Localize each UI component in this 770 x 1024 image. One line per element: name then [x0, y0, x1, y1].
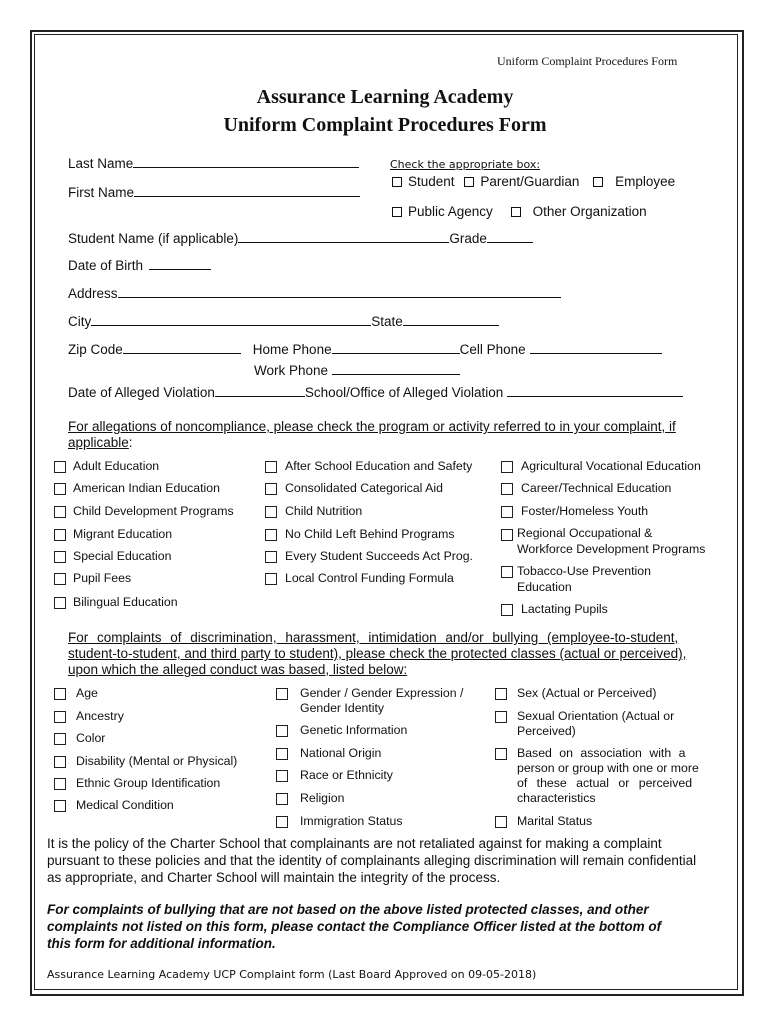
first-name-field[interactable]: [68, 183, 360, 200]
after-school-label: After School Education and Safety: [285, 459, 473, 473]
student-name-line[interactable]: [238, 229, 449, 243]
adult-education-label: Adult Education: [73, 459, 160, 473]
ancestry-label: Ancestry: [76, 709, 124, 723]
discrimination-intro-line1: For complaints of discrimination, harassment, intimidation and/or bullying (employee-to-student,: [68, 630, 679, 645]
medical-condition-checkbox[interactable]: [54, 800, 66, 812]
address-line[interactable]: [118, 284, 561, 298]
public-agency-label: Public Agency: [408, 204, 493, 219]
child-development-label: Child Development Programs: [73, 504, 234, 518]
association-checkbox[interactable]: [495, 748, 507, 760]
gender-checkbox[interactable]: [276, 688, 288, 700]
no-child-left-behind-label: No Child Left Behind Programs: [285, 527, 455, 541]
role-row-2: [392, 204, 647, 219]
association-label-line4: characteristics: [517, 791, 596, 805]
pupil-fees-label: Pupil Fees: [73, 571, 132, 585]
gender-label-line1: Gender / Gender Expression /: [300, 686, 464, 700]
programs-intro-line2: applicable: [68, 435, 129, 450]
career-technical-label: Career/Technical Education: [521, 481, 672, 495]
immigration-status-label: Immigration Status: [300, 814, 403, 828]
association-label-line2: person or group with one or more: [517, 761, 699, 775]
bullying-note-line3: this form for additional information.: [47, 936, 276, 951]
adult-education-checkbox[interactable]: [54, 461, 66, 473]
address-field[interactable]: [68, 284, 561, 301]
city-label: City: [68, 314, 92, 329]
ancestry-checkbox[interactable]: [54, 711, 66, 723]
child-nutrition-label: Child Nutrition: [285, 504, 363, 518]
programs-intro-line1: For allegations of noncompliance, please check the program or activity referred to in your complaint, if: [68, 419, 676, 434]
foster-homeless-label: Foster/Homeless Youth: [521, 504, 649, 518]
gender-label-line2: Gender Identity: [300, 701, 385, 715]
discrimination-intro-line2: student-to-student, and third party to student), please check the protected classes (actual or perceived),: [68, 646, 687, 661]
no-child-left-behind-checkbox[interactable]: [265, 529, 277, 541]
work-phone-field[interactable]: [254, 361, 460, 378]
local-control-funding-label: Local Control Funding Formula: [285, 571, 454, 585]
header-form-name: Uniform Complaint Procedures Form: [497, 54, 678, 68]
ethnic-group-checkbox[interactable]: [54, 778, 66, 790]
first-name-label: First Name: [68, 185, 135, 200]
policy-line2: pursuant to these policies and that the identity of complainants alleging discrimination will remain confidential: [47, 853, 697, 868]
policy-line1: It is the policy of the Charter School that complainants are not retaliated against for making a complaint: [47, 836, 662, 851]
lactating-pupils-checkbox[interactable]: [501, 604, 513, 616]
marital-status-checkbox[interactable]: [495, 816, 507, 828]
bullying-note-line1: For complaints of bullying that are not based on the above listed protected classes, and other: [47, 902, 649, 917]
race-ethnicity-label: Race or Ethnicity: [300, 768, 393, 782]
home-phone-line[interactable]: [332, 340, 460, 354]
role-row-1: [392, 174, 675, 189]
cell-phone-line[interactable]: [530, 340, 662, 354]
american-indian-education-checkbox[interactable]: [54, 483, 66, 495]
first-name-line[interactable]: [134, 183, 360, 197]
parent-guardian-checkbox[interactable]: [464, 177, 474, 187]
local-control-funding-checkbox[interactable]: [265, 573, 277, 585]
page-title: Assurance Learning Academy: [256, 86, 514, 108]
migrant-education-checkbox[interactable]: [54, 529, 66, 541]
religion-checkbox[interactable]: [276, 793, 288, 805]
national-origin-checkbox[interactable]: [276, 748, 288, 760]
zip-line[interactable]: [123, 340, 241, 354]
after-school-checkbox[interactable]: [265, 461, 277, 473]
grade-line[interactable]: [487, 229, 533, 243]
american-indian-education-label: American Indian Education: [73, 481, 220, 495]
bilingual-education-label: Bilingual Education: [73, 595, 178, 609]
dob-label: Date of Birth: [68, 258, 144, 273]
age-label: Age: [76, 686, 98, 700]
disability-label: Disability (Mental or Physical): [76, 754, 238, 768]
child-development-checkbox[interactable]: [54, 506, 66, 518]
agricultural-vocational-label: Agricultural Vocational Education: [521, 459, 701, 473]
home-phone-label: Home Phone: [252, 342, 332, 357]
public-agency-checkbox[interactable]: [392, 207, 402, 217]
marital-status-label: Marital Status: [517, 814, 593, 828]
check-box-heading: Check the appropriate box:: [390, 158, 541, 171]
other-organization-label: Other Organization: [532, 204, 647, 219]
consolidated-categorical-label: Consolidated Categorical Aid: [285, 481, 443, 495]
sexual-orientation-checkbox[interactable]: [495, 711, 507, 723]
color-checkbox[interactable]: [54, 733, 66, 745]
city-line[interactable]: [91, 312, 371, 326]
bilingual-education-checkbox[interactable]: [54, 597, 66, 609]
sex-checkbox[interactable]: [495, 688, 507, 700]
pupil-fees-checkbox[interactable]: [54, 573, 66, 585]
child-nutrition-checkbox[interactable]: [265, 506, 277, 518]
other-organization-checkbox[interactable]: [511, 207, 521, 217]
association-label-line1: Based on association with a: [517, 746, 686, 760]
work-phone-label: Work Phone: [254, 363, 329, 378]
tobacco-use-checkbox[interactable]: [501, 566, 513, 578]
sex-label: Sex (Actual or Perceived): [517, 686, 657, 700]
special-education-checkbox[interactable]: [54, 551, 66, 563]
violation-date-label: Date of Alleged Violation: [68, 385, 215, 400]
grade-label: Grade: [449, 231, 487, 246]
cell-phone-label: Cell Phone: [459, 342, 526, 357]
student-checkbox[interactable]: [392, 177, 402, 187]
race-ethnicity-checkbox[interactable]: [276, 770, 288, 782]
dob-line[interactable]: [149, 256, 211, 270]
national-origin-label: National Origin: [300, 746, 382, 760]
sexual-orientation-label-line1: Sexual Orientation (Actual or: [517, 709, 675, 723]
last-name-label: Last Name: [68, 156, 134, 171]
student-label: Student: [408, 174, 455, 189]
work-phone-line[interactable]: [332, 361, 460, 375]
medical-condition-label: Medical Condition: [76, 798, 174, 812]
address-label: Address: [68, 286, 118, 301]
violation-date-line[interactable]: [215, 383, 305, 397]
programs-intro-colon: :: [128, 435, 133, 450]
consolidated-categorical-checkbox[interactable]: [265, 483, 277, 495]
workforce-development-label: Workforce Development Programs: [517, 542, 706, 556]
policy-line3: as appropriate, and Charter School will maintain the integrity of the process.: [47, 870, 501, 885]
zip-label: Zip Code: [68, 342, 123, 357]
footer-note: Assurance Learning Academy UCP Complaint form (Last Board Approved on 09-05-2018): [47, 968, 537, 981]
color-label: Color: [76, 731, 106, 745]
foster-homeless-checkbox[interactable]: [501, 506, 513, 518]
agricultural-vocational-checkbox[interactable]: [501, 461, 513, 473]
religion-label: Religion: [300, 791, 345, 805]
programs-intro-line2-wrap: [68, 435, 133, 450]
student-name-field[interactable]: [68, 229, 533, 246]
lactating-pupils-label: Lactating Pupils: [521, 602, 608, 616]
discrimination-intro-line3: upon which the alleged conduct was based, listed below:: [68, 662, 408, 677]
student-name-label: Student Name (if applicable): [68, 231, 239, 246]
sexual-orientation-label-line2: Perceived): [517, 724, 576, 738]
tobacco-use-label: Tobacco-Use Prevention: [517, 564, 651, 578]
state-line[interactable]: [403, 312, 499, 326]
parent-guardian-label: Parent/Guardian: [480, 174, 580, 189]
employee-label: Employee: [615, 174, 676, 189]
genetic-information-checkbox[interactable]: [276, 725, 288, 737]
last-name-line[interactable]: [133, 154, 359, 168]
employee-checkbox[interactable]: [593, 177, 603, 187]
violation-field[interactable]: [68, 383, 683, 400]
special-education-label: Special Education: [73, 549, 172, 563]
last-name-field[interactable]: [68, 154, 359, 171]
violation-school-label: School/Office of Alleged Violation: [304, 385, 504, 400]
every-student-succeeds-checkbox[interactable]: [265, 551, 277, 563]
regional-occupational-label: Regional Occupational &: [517, 526, 653, 540]
disability-checkbox[interactable]: [54, 756, 66, 768]
bullying-note-line2: complaints not listed on this form, please contact the Compliance Officer listed at the bottom of: [47, 919, 662, 934]
tobacco-education-label: Education: [517, 580, 572, 594]
violation-school-line[interactable]: [507, 383, 683, 397]
dob-field[interactable]: [68, 256, 211, 273]
genetic-information-label: Genetic Information: [300, 723, 408, 737]
page-subtitle: Uniform Complaint Procedures Form: [223, 114, 547, 136]
migrant-education-label: Migrant Education: [73, 527, 173, 541]
career-technical-checkbox[interactable]: [501, 483, 513, 495]
age-checkbox[interactable]: [54, 688, 66, 700]
immigration-status-checkbox[interactable]: [276, 816, 288, 828]
state-label: State: [371, 314, 403, 329]
association-label-line3: of these actual or perceived: [517, 776, 693, 790]
regional-occupational-checkbox[interactable]: [501, 529, 513, 541]
ethnic-group-label: Ethnic Group Identification: [76, 776, 221, 790]
every-student-succeeds-label: Every Student Succeeds Act Prog.: [285, 549, 473, 563]
city-state-field[interactable]: [68, 312, 499, 329]
zip-phone-field[interactable]: [68, 340, 662, 357]
